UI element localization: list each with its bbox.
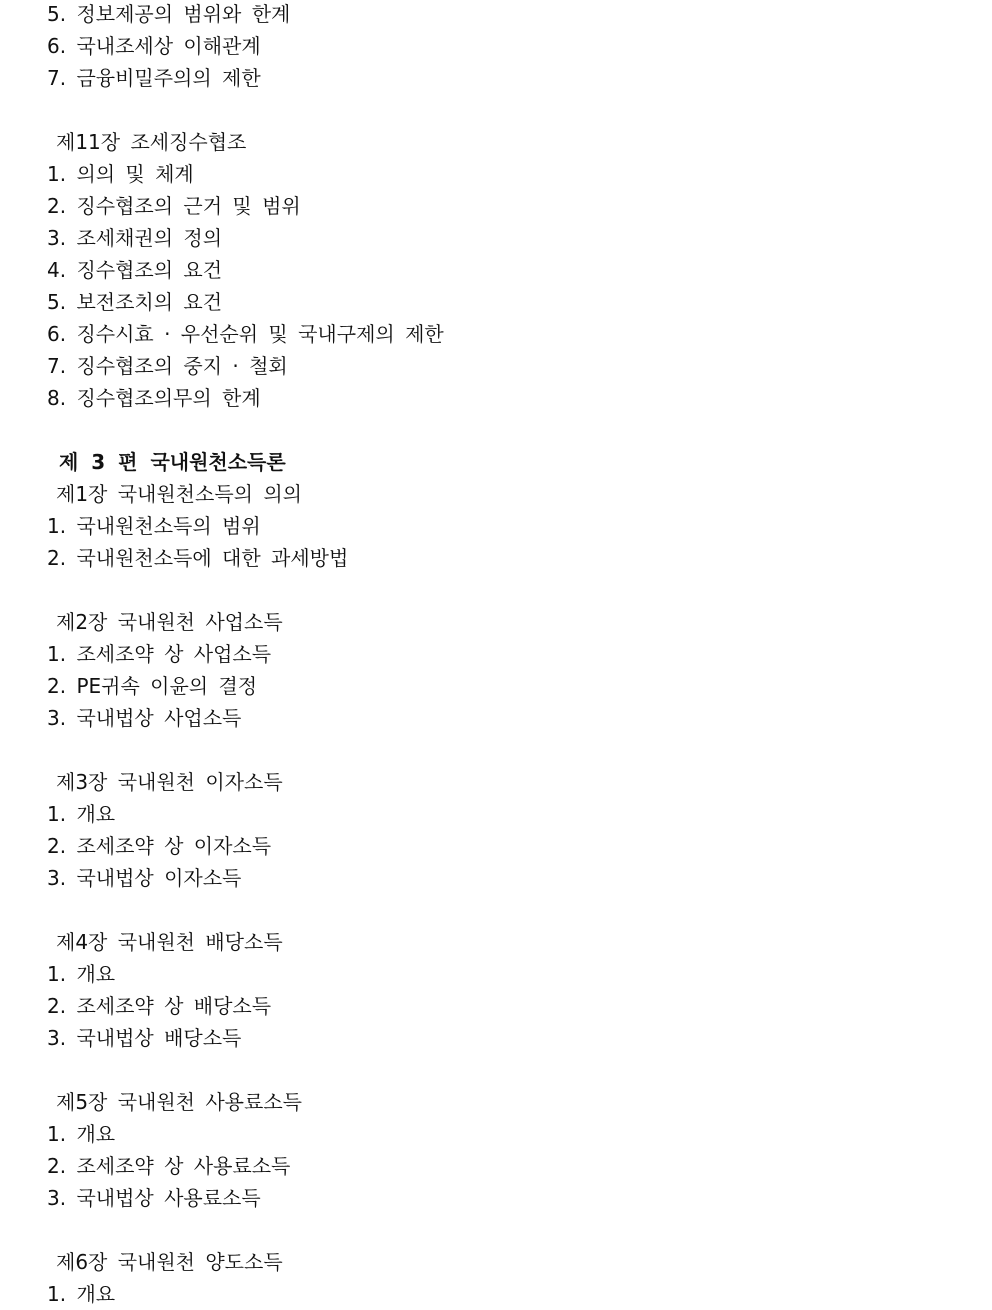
list-item: 1. 개요 — [47, 1122, 116, 1146]
chapter-heading: 제3장 국내원천 이자소득 — [56, 770, 283, 794]
blank-line — [0, 414, 992, 446]
blank-line — [0, 734, 992, 766]
blank-line — [0, 1214, 992, 1246]
blank-line — [0, 894, 992, 926]
list-item: 6. 국내조세상 이해관계 — [47, 34, 261, 58]
chapter-heading: 제4장 국내원천 배당소득 — [56, 930, 283, 954]
list-item: 2. 국내원천소득에 대한 과세방법 — [47, 546, 349, 570]
part-heading: 제 3 편 국내원천소득론 — [59, 450, 286, 474]
list-item: 3. 국내법상 사업소득 — [47, 706, 242, 730]
chapter-heading: 제2장 국내원천 사업소득 — [56, 610, 283, 634]
blank-line — [0, 1054, 992, 1086]
list-item: 3. 국내법상 배당소득 — [47, 1026, 242, 1050]
list-item: 1. 국내원천소득의 범위 — [47, 514, 261, 538]
list-item: 1. 의의 및 체계 — [47, 162, 194, 186]
list-item: 5. 보전조치의 요건 — [47, 290, 223, 314]
list-item: 2. 조세조약 상 사용료소득 — [47, 1154, 291, 1178]
list-item: 1. 조세조약 상 사업소득 — [47, 642, 272, 666]
list-item: 4. 징수협조의 요건 — [47, 258, 223, 282]
list-item: 2. 조세조약 상 이자소득 — [47, 834, 272, 858]
list-item: 7. 금융비밀주의의 제한 — [47, 66, 261, 90]
chapter-heading: 제6장 국내원천 양도소득 — [56, 1250, 283, 1274]
list-item: 3. 국내법상 이자소득 — [47, 866, 242, 890]
blank-line — [0, 574, 992, 606]
list-item: 6. 징수시효 · 우선순위 및 국내구제의 제한 — [47, 322, 444, 346]
list-item: 1. 개요 — [47, 962, 116, 986]
list-item: 5. 정보제공의 범위와 한계 — [47, 2, 291, 26]
chapter-heading: 제5장 국내원천 사용료소득 — [56, 1090, 302, 1114]
list-item: 7. 징수협조의 중지 · 철회 — [47, 354, 288, 378]
list-item: 8. 징수협조의무의 한계 — [47, 386, 261, 410]
list-item: 2. 조세조약 상 배당소득 — [47, 994, 272, 1018]
blank-line — [0, 94, 992, 126]
chapter-heading: 제11장 조세징수협조 — [56, 130, 247, 154]
chapter-heading: 제1장 국내원천소득의 의의 — [56, 482, 302, 506]
list-item: 1. 개요 — [47, 802, 116, 826]
list-item: 2. 징수협조의 근거 및 범위 — [47, 194, 301, 218]
list-item: 3. 국내법상 사용료소득 — [47, 1186, 261, 1210]
list-item: 3. 조세채권의 정의 — [47, 226, 223, 250]
list-item: 2. PE귀속 이윤의 결정 — [47, 674, 258, 698]
list-item: 1. 개요 — [47, 1282, 116, 1306]
